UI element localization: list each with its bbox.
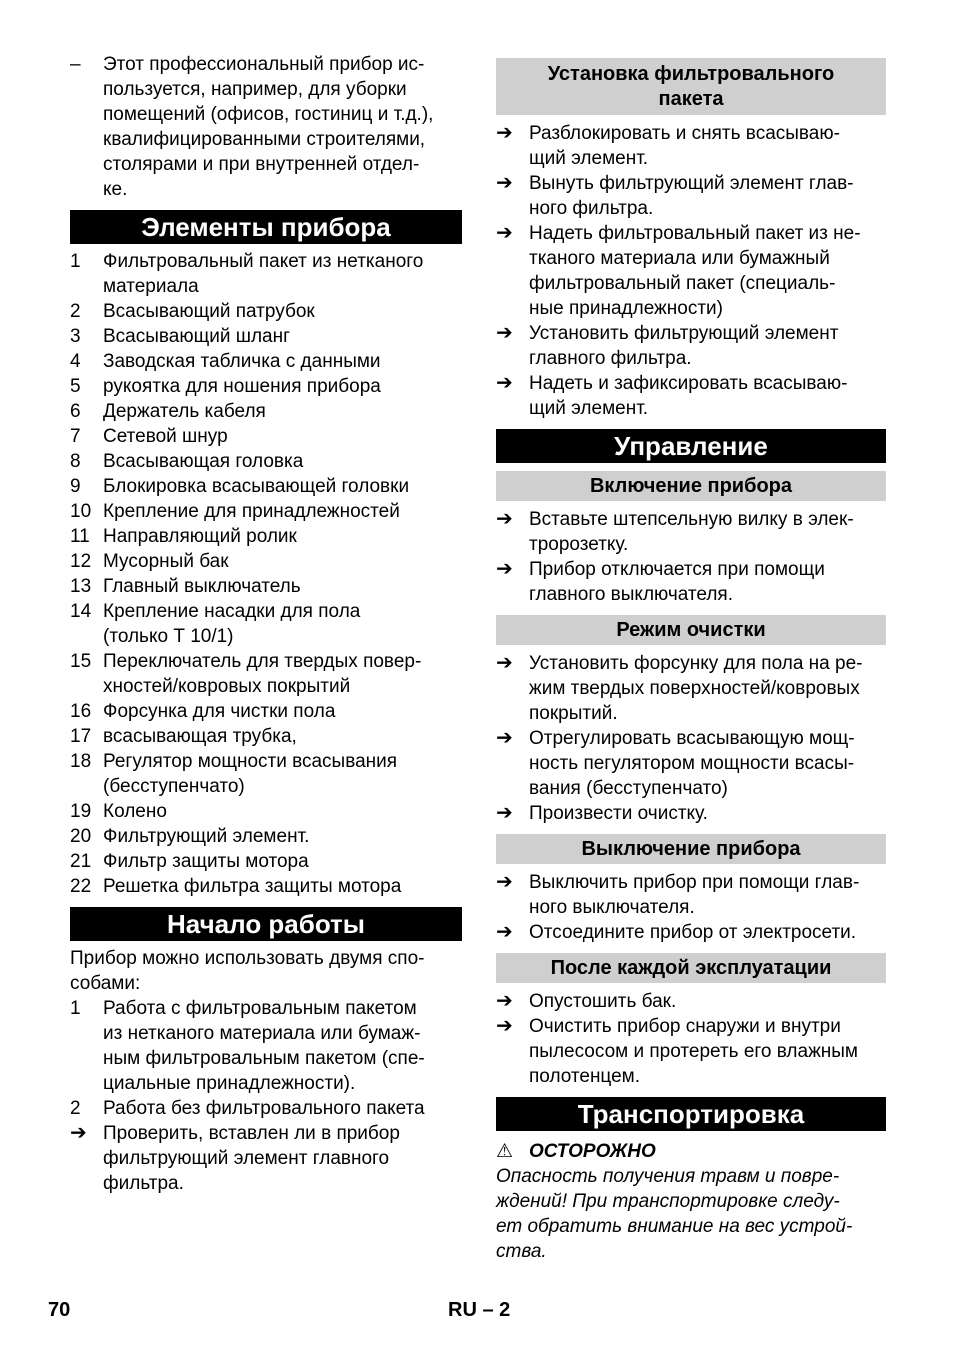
text-line: Фильтрующий элемент. (103, 826, 310, 847)
text-line: Прибор отключается при помощи (529, 559, 825, 580)
step-item (496, 507, 886, 557)
heading-switch-off: Выключение прибора (496, 834, 886, 864)
item-text (529, 557, 886, 607)
step-item (496, 801, 886, 826)
item-text (103, 996, 462, 1096)
item-text (103, 574, 462, 599)
item-text (103, 324, 462, 349)
item-number: 2 (70, 1098, 81, 1119)
step-item (496, 920, 886, 945)
arrow-icon: ➔ (496, 222, 513, 244)
arrow-icon: ➔ (496, 1015, 513, 1037)
text-line: рукоятка для ношения прибора (103, 376, 381, 397)
item-number: 2 (70, 301, 81, 322)
arrow-icon: ➔ (70, 1122, 87, 1144)
text-line: Опустошить бак. (529, 991, 677, 1012)
item-number: 4 (70, 351, 81, 372)
heading-cleaning-mode: Режим очистки (496, 615, 886, 645)
text-line: ного выключателя. (529, 897, 695, 918)
text-line: Форсунка для чистки пола (103, 701, 336, 722)
item-number: 22 (70, 876, 92, 897)
arrow-icon: ➔ (496, 558, 513, 580)
list-item (70, 399, 462, 424)
step-item (496, 651, 886, 726)
item-text (103, 874, 462, 899)
step-item (496, 557, 886, 607)
item-number: 17 (70, 726, 92, 747)
item-number: 5 (70, 376, 81, 397)
item-number: 11 (70, 526, 90, 547)
item-number: 8 (70, 451, 81, 472)
item-text (103, 474, 462, 499)
text-line: Установить форсунку для пола на ре- (529, 653, 863, 674)
text-line: Всасывающий патрубок (103, 301, 315, 322)
text-line: Выключить прибор при помощи глав- (529, 872, 860, 893)
list-item (70, 799, 462, 824)
text-line: тророзетку. (529, 534, 629, 555)
item-text (529, 171, 886, 221)
text-line: пылесосом и протереть его влажным (529, 1041, 858, 1062)
text-line: Крепление для принадлежностей (103, 501, 400, 522)
list-item (70, 824, 462, 849)
arrow-icon: ➔ (496, 921, 513, 943)
list-item (70, 499, 462, 524)
text-line: Установить фильтрующий элемент (529, 323, 839, 344)
item-text (529, 321, 886, 371)
step-item (496, 371, 886, 421)
step-item (496, 726, 886, 801)
step-item (496, 121, 886, 171)
text-line: хностей/ковровых покрытий (103, 676, 351, 697)
text-line: фильтрующий элемент главного (103, 1148, 390, 1169)
text-line: ного фильтра. (529, 198, 654, 219)
list-item (70, 349, 462, 374)
filter-steps-list (496, 121, 886, 421)
item-text (529, 1014, 886, 1089)
text-line: Отрегулировать всасывающую мощ- (529, 728, 855, 749)
item-text (103, 599, 462, 649)
item-text (529, 801, 886, 826)
heading-after-use: После каждой эксплуатации (496, 953, 886, 983)
step-item (496, 321, 886, 371)
item-text (529, 989, 886, 1014)
device-elements-list (70, 249, 462, 899)
text-line: Всасывающая головка (103, 451, 304, 472)
step-item (496, 171, 886, 221)
text-line: Держатель кабеля (103, 401, 266, 422)
list-item (70, 549, 462, 574)
heading-filter-installation: Установка фильтровального пакета (496, 58, 886, 115)
text-line: Мусорный бак (103, 551, 229, 572)
item-text (529, 920, 886, 945)
arrow-icon: ➔ (496, 652, 513, 674)
text-line: Надеть фильтровальный пакет из не- (529, 223, 861, 244)
text-line: Переключатель для твердых повер- (103, 651, 422, 672)
list-item (70, 996, 462, 1096)
list-item (70, 849, 462, 874)
text-line: Колено (103, 801, 167, 822)
item-text (103, 399, 462, 424)
text-line: Надеть и зафиксировать всасываю- (529, 373, 848, 394)
list-item (70, 699, 462, 724)
heading-transport: Транспортировка (496, 1097, 886, 1131)
item-number: 6 (70, 401, 81, 422)
list-item (70, 649, 462, 699)
list-item (70, 374, 462, 399)
text-line: всасывающая трубка, (103, 726, 297, 747)
item-text (529, 870, 886, 920)
item-number: 7 (70, 426, 81, 447)
page-label: RU – 2 (448, 1299, 511, 1321)
item-number: 21 (70, 851, 92, 872)
item-text (103, 824, 462, 849)
item-text (103, 499, 462, 524)
text-line: Работа без фильтровального пакета (103, 1098, 425, 1119)
item-number: 16 (70, 701, 92, 722)
warning-label: ОСТОРОЖНО (529, 1141, 656, 1162)
text-line: ным фильтровальным пакетом (спе- (103, 1048, 425, 1069)
item-text (529, 371, 886, 421)
usage-options-list (70, 996, 462, 1121)
text-line: главного выключателя. (529, 584, 733, 605)
item-text (103, 449, 462, 474)
step-item (496, 1014, 886, 1089)
arrow-icon: ➔ (496, 727, 513, 749)
text-line: Произвести очистку. (529, 803, 708, 824)
item-text (103, 524, 462, 549)
text-line: из нетканого материала или бумаж- (103, 1023, 421, 1044)
text-line: Вынуть фильтрующий элемент глав- (529, 173, 854, 194)
item-text (529, 121, 886, 171)
text-line: ность пегулятором мощности всасы- (529, 753, 855, 774)
text-line: фильтра. (103, 1173, 184, 1194)
warning-text: Опасность получения травм и повре- ждений! При транспортировке следу- ет обратить внимание на вес устрой- ства. (496, 1166, 853, 1262)
arrow-icon: ➔ (496, 372, 513, 394)
text-line: циальные принадлежности). (103, 1073, 356, 1094)
item-number: 19 (70, 801, 92, 822)
item-text (103, 724, 462, 749)
text-line: щий элемент. (529, 398, 649, 419)
page-number: 70 (48, 1299, 71, 1321)
item-text (529, 221, 886, 321)
arrow-icon: ➔ (496, 322, 513, 344)
intro-text: Этот профессиональный прибор ис- пользуется, например, для уборки помещений (офисов, гостиниц и т.д.), квалифицированными строителями, столярами и при внутренней отдел- ке. (103, 54, 434, 200)
text-line: Крепление насадки для пола (103, 601, 361, 622)
text-line: Фильтровальный пакет из нетканого (103, 251, 424, 272)
item-text (103, 424, 462, 449)
text-line: щий элемент. (529, 148, 649, 169)
step-item (496, 221, 886, 321)
check-steps-list (70, 1121, 462, 1196)
list-item (70, 749, 462, 799)
list-item (70, 474, 462, 499)
text-line: Очистить прибор снаружи и внутри (529, 1016, 841, 1037)
list-item (70, 249, 462, 299)
step-item (496, 989, 886, 1014)
item-text (103, 849, 462, 874)
text-line: Блокировка всасывающей головки (103, 476, 410, 497)
text-line: Решетка фильтра защиты мотора (103, 876, 402, 897)
arrow-icon: ➔ (496, 508, 513, 530)
dash-marker: – (70, 54, 81, 75)
list-item (70, 574, 462, 599)
item-text (103, 649, 462, 699)
arrow-icon: ➔ (496, 122, 513, 144)
item-text (529, 651, 886, 726)
text-line: Фильтр защиты мотора (103, 851, 309, 872)
item-number: 20 (70, 826, 92, 847)
item-text (103, 299, 462, 324)
item-text (529, 726, 886, 801)
after-use-steps-list (496, 989, 886, 1089)
text-line: жим твердых поверхностей/ковровых (529, 678, 860, 699)
text-line: (бесступенчато) (103, 776, 245, 797)
list-item (70, 599, 462, 649)
getting-started-intro: Прибор можно использовать двумя спо- собами: (70, 948, 425, 994)
item-number: 10 (70, 501, 92, 522)
arrow-icon: ➔ (496, 802, 513, 824)
item-number: 12 (70, 551, 92, 572)
item-number: 9 (70, 476, 81, 497)
arrow-icon: ➔ (496, 172, 513, 194)
text-line: Разблокировать и снять всасываю- (529, 123, 840, 144)
text-line: тканого материала или бумажный (529, 248, 830, 269)
item-number: 1 (70, 251, 81, 272)
text-line: Отсоедините прибор от электросети. (529, 922, 857, 943)
text-line: покрытий. (529, 703, 618, 724)
item-text (103, 349, 462, 374)
text-line: Работа с фильтровальным пакетом (103, 998, 417, 1019)
step-item (70, 1121, 462, 1196)
item-number: 3 (70, 326, 81, 347)
text-line: фильтровальный пакет (специаль- (529, 273, 836, 294)
intro-item (70, 52, 462, 202)
heading-getting-started: Начало работы (70, 907, 462, 941)
item-text (103, 1096, 462, 1121)
heading-control: Управление (496, 429, 886, 463)
text-line: материала (103, 276, 199, 297)
switch-off-steps-list (496, 870, 886, 945)
heading-device-elements: Элементы прибора (70, 210, 462, 244)
item-text (103, 549, 462, 574)
list-item (70, 324, 462, 349)
arrow-icon: ➔ (496, 871, 513, 893)
text-line: Проверить, вставлен ли в прибор (103, 1123, 400, 1144)
text-line: (только Т 10/1) (103, 626, 234, 647)
item-text (103, 699, 462, 724)
text-line: Сетевой шнур (103, 426, 228, 447)
item-number: 15 (70, 651, 92, 672)
text-line: полотенцем. (529, 1066, 641, 1087)
arrow-icon: ➔ (496, 990, 513, 1012)
text-line: ные принадлежности) (529, 298, 723, 319)
right-column (496, 52, 886, 1264)
text-line: Направляющий ролик (103, 526, 297, 547)
step-item (496, 870, 886, 920)
left-column (70, 52, 462, 1196)
text-line: Заводская табличка с данными (103, 351, 381, 372)
list-item (70, 299, 462, 324)
warning-icon: ⚠ (496, 1141, 514, 1162)
warning-title (496, 1139, 886, 1164)
text-line: Регулятор мощности всасывания (103, 751, 398, 772)
item-text (103, 749, 462, 799)
item-text (529, 507, 886, 557)
text-line: Вставьте штепсельную вилку в элек- (529, 509, 854, 530)
text-line: Главный выключатель (103, 576, 301, 597)
list-item (70, 874, 462, 899)
list-item (70, 524, 462, 549)
list-item (70, 449, 462, 474)
item-number: 1 (70, 998, 81, 1019)
text-line: главного фильтра. (529, 348, 692, 369)
switch-on-steps-list (496, 507, 886, 607)
text-line: Всасывающий шланг (103, 326, 291, 347)
cleaning-steps-list (496, 651, 886, 826)
item-text (103, 1121, 462, 1196)
item-number: 18 (70, 751, 92, 772)
heading-switch-on: Включение прибора (496, 471, 886, 501)
list-item (70, 1096, 462, 1121)
list-item (70, 424, 462, 449)
item-number: 14 (70, 601, 92, 622)
text-line: вания (бесступенчато) (529, 778, 728, 799)
list-item (70, 724, 462, 749)
item-text (103, 374, 462, 399)
item-number: 13 (70, 576, 92, 597)
item-text (103, 799, 462, 824)
item-text (103, 249, 462, 299)
